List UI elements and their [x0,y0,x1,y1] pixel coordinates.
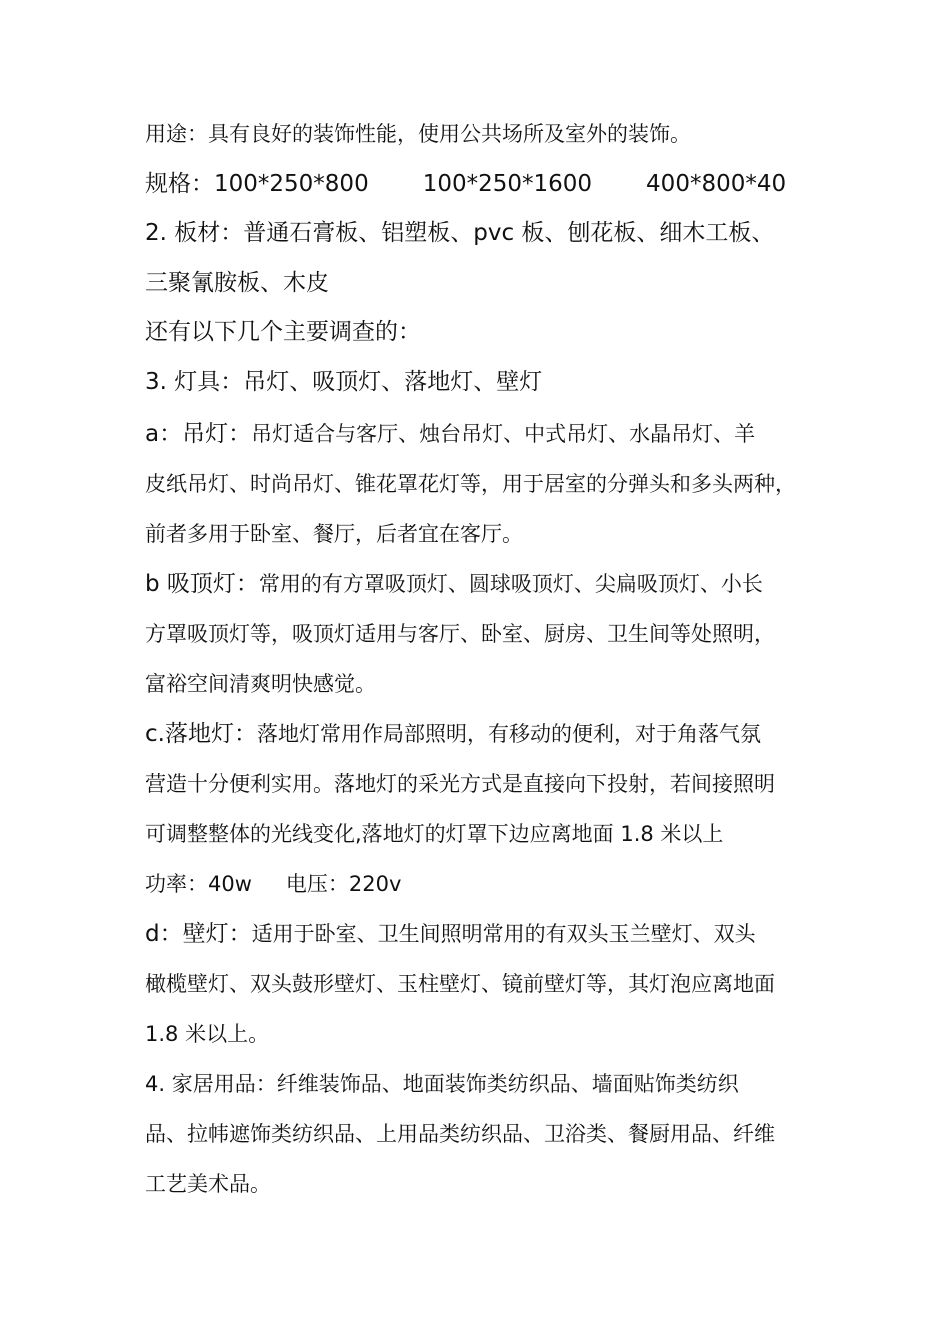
pendant-text-2: 皮纸吊灯、时尚吊灯、锥花罩花灯等，用于居室的分弹头和多头两种， [145,472,796,496]
floor-text-2: 营造十分便利实用。落地灯的采光方式是直接向下投射，若间接照明 [145,772,775,796]
wall-line-2 [145,972,775,996]
pendant-line-2 [145,472,796,496]
wall-line-3 [145,1022,269,1046]
section-4-line-1 [145,1072,739,1096]
section-3-line [145,370,542,394]
usage-text: 用途：具有良好的装饰性能，使用公共场所及室外的装饰。 [145,122,691,146]
ceiling-text-1: 常用的有方罩吸顶灯、圆球吸顶灯、尖扁吸顶灯、小长 [258,572,763,596]
ceiling-line-1 [145,572,763,596]
section-2-text-1: 2. 板材：普通石膏板、铝塑板、pvc 板、刨花板、细木工板、 [145,220,775,246]
floor-line-3 [145,822,723,846]
wall-label: d：壁灯： [145,921,252,947]
section-4-text-1: 4. 家居用品：纤维装饰品、地面装饰类纺织品、墙面贴饰类纺织 [145,1072,739,1096]
survey-line [145,320,421,344]
spec-1: 规格：100*250*800 [145,171,369,197]
ceiling-line-3 [145,672,376,696]
ceiling-text-3: 富裕空间清爽明快感觉。 [145,672,376,696]
ceiling-line-2 [145,622,775,646]
section-2-text-2: 三聚氰胺板、木皮 [145,270,329,296]
floor-line-2 [145,772,775,796]
section-3-text: 3. 灯具：吊灯、吸顶灯、落地灯、壁灯 [145,369,543,395]
section-2-line-1 [145,221,774,245]
section-4-text-3: 工艺美术品。 [145,1172,271,1196]
ceiling-label: b 吸顶灯： [145,571,259,597]
voltage-text: 电压：220v [285,872,402,896]
floor-label: c.落地灯： [145,721,257,747]
pendant-label: a：吊灯： [145,421,252,447]
section-4-line-3 [145,1172,271,1196]
survey-text: 还有以下几个主要调查的： [145,319,421,345]
wall-text-2: 橄榄壁灯、双头鼓形壁灯、玉柱壁灯、镜前壁灯等，其灯泡应离地面 [145,972,775,996]
wall-text-3: 1.8 米以上。 [145,1022,270,1046]
section-4-line-2 [145,1122,775,1146]
floor-text-3: 可调整整体的光线变化,落地灯的灯罩下边应离地面 1.8 米以上 [145,822,724,846]
wall-text-1: 适用于卧室、卫生间照明常用的有双头玉兰壁灯、双头 [251,922,756,946]
floor-text-1: 落地灯常用作局部照明，有移动的便利，对于角落气氛 [256,722,761,746]
wall-line-1 [145,922,756,946]
spec-3: 400*800*40 [646,171,787,197]
ceiling-text-2: 方罩吸顶灯等，吸顶灯适用与客厅、卧室、厨房、卫生间等处照明， [145,622,775,646]
power-text: 功率：40w [145,872,252,896]
section-2-line-2 [145,271,329,295]
power-line [145,872,401,896]
pendant-line-1 [145,422,755,446]
pendant-text-1: 吊灯适合与客厅、烛台吊灯、中式吊灯、水晶吊灯、羊 [251,422,756,446]
floor-line-1 [145,722,761,746]
pendant-line-3 [145,522,523,546]
pendant-text-3: 前者多用于卧室、餐厅，后者宜在客厅。 [145,522,523,546]
spec-line [145,172,786,196]
spec-2: 100*250*1600 [422,171,593,197]
usage-line [145,122,691,146]
section-4-text-2: 品、拉帏遮饰类纺织品、上用品类纺织品、卫浴类、餐厨用品、纤维 [145,1122,775,1146]
